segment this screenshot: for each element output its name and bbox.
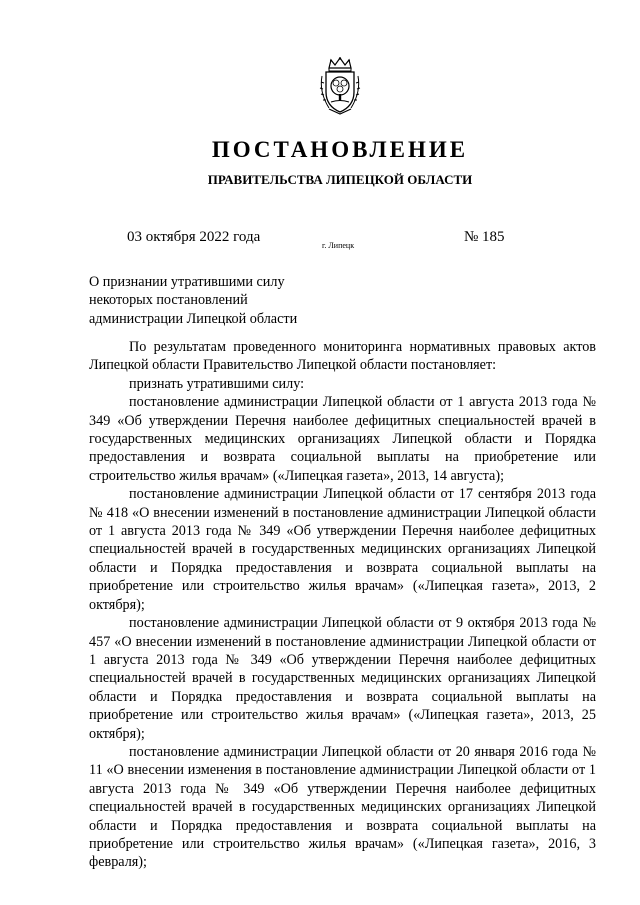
heading-line: администрации Липецкой области bbox=[89, 310, 298, 327]
body-paragraph: постановление администрации Липецкой области от 17 сентября 2013 года № 418 «О внесении изменений в постановление администрации Липецкой области от 1 августа 2013 года № 349 «Об утверждении Перечня наиболее дефицитных специальностей врачей в государственных медицинских организациях Липецкой области и Порядка предоставления и возврата социальной выплаты на приобретение или строительство жилья врачам» («Липецкая газета», 2013, 2 октября); bbox=[89, 486, 596, 613]
document-date: 03 октября 2022 года bbox=[127, 229, 261, 245]
document-number: № 185 bbox=[464, 229, 505, 245]
document-subtitle: ПРАВИТЕЛЬСТВА ЛИПЕЦКОЙ ОБЛАСТИ bbox=[207, 172, 473, 187]
heading-line: некоторых постановлений bbox=[89, 292, 248, 309]
document-title: ПОСТАНОВЛЕНИЕ bbox=[211, 137, 469, 162]
body-paragraph: признать утратившими силу: bbox=[129, 375, 305, 392]
lipetsk-coat-of-arms-icon bbox=[317, 56, 363, 116]
body-paragraph: По результатам проведенного мониторинга нормативных правовых актов Липецкой области Правительство Липецкой области постановляет: bbox=[89, 339, 596, 374]
heading-line: О признании утратившими силу bbox=[89, 274, 285, 290]
document-heading bbox=[89, 273, 389, 328]
body-paragraph: постановление администрации Липецкой области от 20 января 2016 года № 11 «О внесении изменения в постановление администрации Липецкой области от 1 августа 2013 года № 349 «Об утверждении Перечня наиболее дефицитных специальностей врачей в государственных медицинских организациях Липецкой области и Порядка предоставления и возврата социальной выплаты на приобретение или строительство жилья врачам» («Липецкая газета», 2016, 3 февраля); bbox=[89, 743, 596, 871]
document-place: г. Липецк bbox=[322, 241, 355, 250]
document-body bbox=[89, 338, 596, 872]
body-paragraph: постановление администрации Липецкой области от 1 августа 2013 года № 349 «Об утверждении Перечня наиболее дефицитных специальностей врачей в государственных медицинских организациях Липецкой области и Порядка предоставления и возврата социальной выплаты на приобретение или строительство жилья врачам» («Липецкая газета», 2013, 14 августа); bbox=[89, 394, 596, 484]
body-paragraph: постановление администрации Липецкой области от 9 октября 2013 года № 457 «О внесении изменений в постановление администрации Липецкой области от 1 августа 2013 года № 349 «Об утверждении Перечня наиболее дефицитных специальностей врачей в государственных медицинских организациях Липецкой области и Порядка предоставления и возврата социальной выплаты на приобретение или строительство жилья врачам» («Липецкая газета», 2013, 25 октября); bbox=[89, 615, 596, 742]
